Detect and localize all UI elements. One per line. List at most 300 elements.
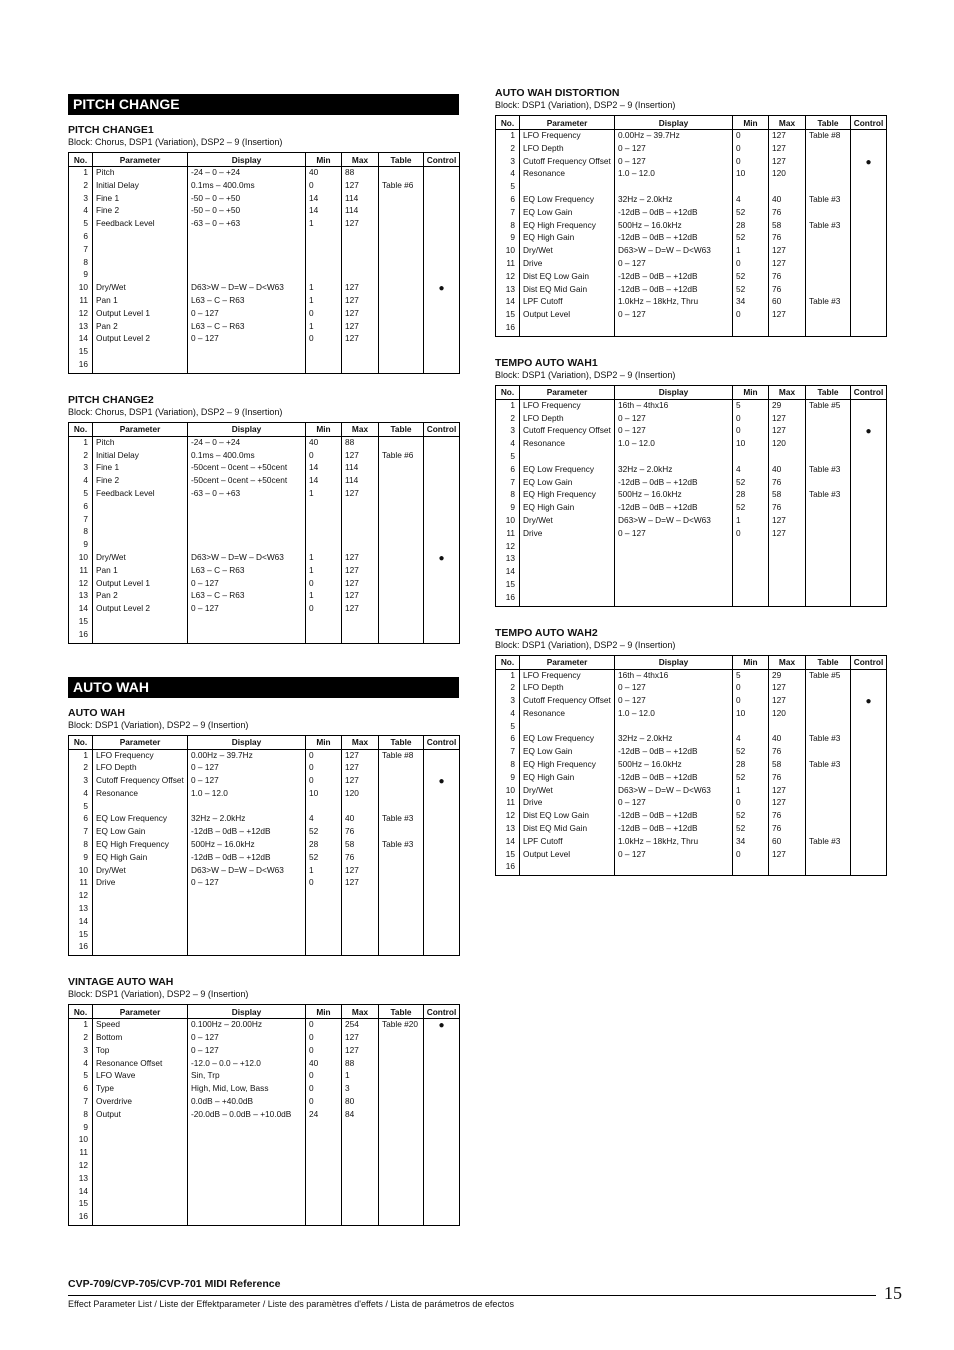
cell-parameter: Feedback Level [93, 489, 188, 502]
cell-display: D63>W – D=W – D<W63 [188, 553, 306, 566]
table-header [69, 1005, 460, 1019]
cell-parameter: Pan 1 [93, 566, 188, 579]
cell-control [424, 579, 460, 592]
cell-max: 127 [769, 850, 806, 863]
cell-control [851, 567, 887, 580]
cell-display [615, 542, 733, 555]
cell-display [188, 232, 306, 245]
cell-min: 0 [733, 310, 769, 323]
cell-max: 127 [342, 451, 379, 464]
cell-table [379, 566, 424, 579]
cell-control [424, 942, 460, 955]
cell-min [306, 527, 342, 540]
cell-display [188, 502, 306, 515]
cell-max: 76 [769, 478, 806, 491]
parameter-table [68, 422, 460, 644]
cell-min: 24 [306, 1110, 342, 1123]
cell-parameter [520, 452, 615, 465]
cell-no: 9 [69, 270, 93, 283]
cell-min: 0 [306, 763, 342, 776]
cell-control [851, 297, 887, 310]
cell-max: 58 [342, 840, 379, 853]
cell-min: 0 [733, 798, 769, 811]
table-body [69, 1019, 460, 1226]
cell-min: 10 [733, 169, 769, 182]
table-row [496, 529, 887, 542]
cell-min: 14 [306, 476, 342, 489]
cell-table [379, 463, 424, 476]
cell-table [379, 1212, 424, 1225]
cell-control [424, 232, 460, 245]
cell-no: 5 [69, 219, 93, 232]
table-row [69, 840, 460, 853]
cell-parameter [520, 722, 615, 735]
cell-table [379, 866, 424, 879]
table-row [496, 747, 887, 760]
col-parameter-header: Parameter [520, 385, 615, 399]
cell-display: 1.0kHz – 18kHz, Thru [615, 837, 733, 850]
effect-block [495, 357, 886, 607]
cell-display: 0 – 127 [188, 1033, 306, 1046]
cell-table [806, 580, 851, 593]
cell-control [851, 862, 887, 875]
cell-control [851, 195, 887, 208]
cell-table [379, 827, 424, 840]
cell-display [615, 323, 733, 336]
cell-parameter: Initial Delay [93, 181, 188, 194]
table-row [69, 360, 460, 373]
col-control-header: Control [424, 153, 460, 167]
table-header [69, 153, 460, 167]
cell-table [806, 272, 851, 285]
cell-table [379, 617, 424, 630]
cell-control [424, 749, 460, 763]
cell-max: 127 [342, 283, 379, 296]
cell-control [851, 478, 887, 491]
cell-no: 12 [69, 579, 93, 592]
cell-no: 2 [496, 144, 520, 157]
cell-max: 114 [342, 476, 379, 489]
cell-parameter [93, 360, 188, 373]
cell-control [851, 747, 887, 760]
cell-display: 0 – 127 [188, 334, 306, 347]
cell-parameter [93, 270, 188, 283]
cell-table [806, 414, 851, 427]
cell-control [851, 272, 887, 285]
table-row [69, 566, 460, 579]
cell-no: 12 [69, 891, 93, 904]
cell-max: 127 [769, 798, 806, 811]
cell-display [615, 593, 733, 606]
table-row [496, 414, 887, 427]
col-control-header: Control [424, 1005, 460, 1019]
cell-no: 10 [69, 553, 93, 566]
cell-no: 15 [496, 580, 520, 593]
cell-max: 127 [769, 414, 806, 427]
table-row [496, 285, 887, 298]
cell-max: 40 [769, 734, 806, 747]
table-row [69, 309, 460, 322]
cell-table [806, 259, 851, 272]
cell-parameter [93, 347, 188, 360]
table-row [496, 824, 887, 837]
cell-table: Table #3 [379, 840, 424, 853]
block-title: AUTO WAH DISTORTION [495, 87, 620, 99]
cell-display: D63>W – D=W – D<W63 [615, 786, 733, 799]
cell-display: 0 – 127 [188, 763, 306, 776]
cell-table [379, 347, 424, 360]
cell-control [851, 773, 887, 786]
cell-control [424, 515, 460, 528]
cell-display: -63 – 0 – +63 [188, 219, 306, 232]
cell-parameter: Cutoff Frequency Offset [520, 157, 615, 170]
section-header: AUTO WAH [68, 677, 459, 698]
col-table-header: Table [806, 655, 851, 669]
cell-display [188, 1161, 306, 1174]
cell-parameter: Dist EQ Low Gain [520, 272, 615, 285]
cell-display [615, 722, 733, 735]
cell-control [851, 221, 887, 234]
cell-control [424, 1135, 460, 1148]
cell-no: 13 [69, 1174, 93, 1187]
col-parameter-header: Parameter [93, 153, 188, 167]
cell-table [379, 334, 424, 347]
cell-max: 76 [769, 503, 806, 516]
cell-table: Table #5 [806, 399, 851, 413]
cell-no: 7 [69, 245, 93, 258]
col-table-header: Table [379, 153, 424, 167]
cell-no: 16 [69, 942, 93, 955]
cell-display: -12dB – 0dB – +12dB [188, 853, 306, 866]
cell-parameter: LFO Depth [520, 683, 615, 696]
cell-min: 0 [306, 1046, 342, 1059]
cell-min: 10 [733, 439, 769, 452]
cell-control [851, 130, 887, 144]
table-row [496, 195, 887, 208]
cell-min [306, 917, 342, 930]
cell-parameter: Output [93, 1110, 188, 1123]
table-row [69, 1187, 460, 1200]
cell-max: 120 [769, 709, 806, 722]
cell-min [306, 802, 342, 815]
cell-min: 52 [733, 773, 769, 786]
table-row [69, 776, 460, 789]
cell-table [806, 478, 851, 491]
block-subtitle: Block: DSP1 (Variation), DSP2 – 9 (Insertion) [495, 369, 676, 380]
cell-table [379, 436, 424, 450]
cell-no: 10 [496, 246, 520, 259]
cell-no: 1 [496, 130, 520, 144]
cell-min: 0 [733, 414, 769, 427]
cell-control [851, 669, 887, 683]
cell-parameter: LPF Cutoff [520, 297, 615, 310]
table-row [69, 1019, 460, 1033]
cell-table [806, 683, 851, 696]
cell-min: 1 [306, 553, 342, 566]
table-row [496, 297, 887, 310]
cell-min: 0 [306, 604, 342, 617]
cell-table [379, 630, 424, 643]
cell-max [342, 942, 379, 955]
cell-parameter: Fine 2 [93, 476, 188, 489]
table-row [69, 617, 460, 630]
col-display-header: Display [615, 116, 733, 130]
cell-parameter [93, 1187, 188, 1200]
cell-min [306, 630, 342, 643]
table-row [69, 1033, 460, 1046]
cell-min: 0 [306, 309, 342, 322]
table-row [496, 233, 887, 246]
table-row [496, 439, 887, 452]
cell-display: 0 – 127 [188, 878, 306, 891]
cell-display: 500Hz – 16.0kHz [615, 490, 733, 503]
header-row [496, 385, 887, 399]
cell-no: 14 [69, 1187, 93, 1200]
table-row [496, 130, 887, 144]
cell-no: 7 [69, 1097, 93, 1110]
table-row [496, 760, 887, 773]
cell-parameter: Cutoff Frequency Offset [520, 696, 615, 709]
cell-display: 0 – 127 [188, 776, 306, 789]
cell-table [806, 503, 851, 516]
cell-min: 1 [733, 786, 769, 799]
cell-display [188, 360, 306, 373]
block-subtitle: Block: Chorus, DSP1 (Variation), DSP2 – 9 (Insertion) [68, 406, 283, 417]
cell-parameter: Output Level 2 [93, 604, 188, 617]
cell-parameter [93, 930, 188, 943]
table-row [69, 1174, 460, 1187]
cell-table [379, 1084, 424, 1097]
table-header [496, 655, 887, 669]
cell-min: 40 [306, 167, 342, 181]
col-display-header: Display [188, 422, 306, 436]
cell-parameter [93, 515, 188, 528]
table-row [69, 749, 460, 763]
col-max-header: Max [769, 116, 806, 130]
table-row [496, 811, 887, 824]
cell-max [769, 862, 806, 875]
table-row [69, 942, 460, 955]
cell-control [424, 840, 460, 853]
cell-max: 127 [342, 219, 379, 232]
cell-display: 32Hz – 2.0kHz [188, 814, 306, 827]
table-row [69, 451, 460, 464]
cell-max [769, 722, 806, 735]
cell-display [188, 1135, 306, 1148]
cell-control [851, 798, 887, 811]
header-row [69, 422, 460, 436]
table-row [496, 683, 887, 696]
cell-max: 40 [769, 465, 806, 478]
cell-parameter: EQ Low Gain [520, 478, 615, 491]
cell-display: -12.0 – 0.0 – +12.0 [188, 1059, 306, 1072]
cell-min: 5 [733, 669, 769, 683]
cell-min: 52 [306, 827, 342, 840]
cell-display: 0.1ms – 400.0ms [188, 181, 306, 194]
cell-display: 0 – 127 [188, 1046, 306, 1059]
cell-min: 52 [733, 747, 769, 760]
cell-table [379, 219, 424, 232]
cell-min [306, 540, 342, 553]
cell-control [424, 1148, 460, 1161]
cell-parameter [93, 1199, 188, 1212]
cell-max [769, 554, 806, 567]
table-row [496, 798, 887, 811]
header-row [69, 153, 460, 167]
cell-max [342, 1212, 379, 1225]
table-row [496, 259, 887, 272]
cell-parameter: EQ Low Frequency [93, 814, 188, 827]
cell-max: 76 [342, 827, 379, 840]
cell-display: 0 – 127 [615, 414, 733, 427]
cell-table [806, 426, 851, 439]
cell-display [188, 540, 306, 553]
cell-max [769, 452, 806, 465]
cell-max: 114 [342, 206, 379, 219]
cell-table [806, 144, 851, 157]
cell-max: 40 [342, 814, 379, 827]
cell-max [342, 630, 379, 643]
cell-table [379, 1033, 424, 1046]
cell-min [306, 1187, 342, 1200]
cell-min [733, 182, 769, 195]
cell-no: 6 [496, 465, 520, 478]
cell-display: 1.0 – 12.0 [615, 439, 733, 452]
cell-display: 0 – 127 [188, 579, 306, 592]
cell-parameter: Resonance Offset [93, 1059, 188, 1072]
cell-control [424, 540, 460, 553]
cell-display: 0 – 127 [615, 259, 733, 272]
cell-max: 58 [769, 760, 806, 773]
cell-no: 14 [496, 837, 520, 850]
table-row [496, 246, 887, 259]
col-parameter-header: Parameter [520, 116, 615, 130]
cell-min: 0 [306, 334, 342, 347]
cell-table [379, 1071, 424, 1084]
cell-control [424, 878, 460, 891]
cell-max: 127 [769, 696, 806, 709]
cell-table: Table #3 [806, 465, 851, 478]
cell-table [379, 309, 424, 322]
cell-no: 13 [496, 554, 520, 567]
cell-min [733, 580, 769, 593]
cell-control [851, 399, 887, 413]
cell-table [806, 850, 851, 863]
cell-no: 5 [69, 802, 93, 815]
table-row [496, 452, 887, 465]
cell-max: 127 [342, 181, 379, 194]
cell-table [379, 878, 424, 891]
cell-parameter: Dry/Wet [520, 516, 615, 529]
col-table-header: Table [379, 735, 424, 749]
table-row [496, 593, 887, 606]
cell-control [424, 802, 460, 815]
cell-display [188, 245, 306, 258]
cell-parameter: EQ Low Gain [93, 827, 188, 840]
cell-no: 13 [496, 285, 520, 298]
cell-max [342, 270, 379, 283]
cell-control [851, 580, 887, 593]
cell-table [379, 167, 424, 181]
cell-parameter [93, 540, 188, 553]
cell-table [806, 709, 851, 722]
cell-display: L63 – C – R63 [188, 322, 306, 335]
table-row [69, 917, 460, 930]
cell-max: 29 [769, 399, 806, 413]
table-row [69, 1148, 460, 1161]
section-header: PITCH CHANGE [68, 94, 459, 115]
cell-display: 0 – 127 [615, 798, 733, 811]
cell-min: 1 [306, 322, 342, 335]
cell-no: 5 [496, 452, 520, 465]
col-no-header: No. [69, 422, 93, 436]
cell-control [851, 246, 887, 259]
cell-max [342, 527, 379, 540]
cell-parameter [93, 1148, 188, 1161]
cell-parameter: LFO Frequency [520, 130, 615, 144]
cell-max: 254 [342, 1019, 379, 1033]
cell-display: 500Hz – 16.0kHz [188, 840, 306, 853]
cell-max: 127 [342, 776, 379, 789]
cell-min: 34 [733, 837, 769, 850]
footer-title: CVP-709/CVP-705/CVP-701 MIDI Reference [68, 1278, 281, 1290]
table-row [69, 489, 460, 502]
cell-control [424, 904, 460, 917]
cell-parameter: Top [93, 1046, 188, 1059]
cell-table [379, 1123, 424, 1136]
page-number: 15 [884, 1283, 902, 1303]
cell-control [851, 850, 887, 863]
cell-no: 1 [496, 669, 520, 683]
cell-display [188, 515, 306, 528]
col-max-header: Max [342, 153, 379, 167]
cell-control [424, 1071, 460, 1084]
cell-max [342, 347, 379, 360]
cell-control [424, 1161, 460, 1174]
cell-no: 13 [69, 591, 93, 604]
table-row [496, 696, 887, 709]
table-row [496, 272, 887, 285]
table-row [69, 827, 460, 840]
cell-no: 4 [496, 439, 520, 452]
table-row [496, 144, 887, 157]
table-row [69, 219, 460, 232]
cell-max: 127 [342, 763, 379, 776]
table-row [69, 891, 460, 904]
cell-min [306, 1199, 342, 1212]
cell-display [615, 862, 733, 875]
cell-table [806, 182, 851, 195]
cell-no: 13 [69, 322, 93, 335]
cell-display: 1.0 – 12.0 [615, 169, 733, 182]
parameter-table [68, 1004, 460, 1226]
cell-max: 84 [342, 1110, 379, 1123]
table-row [69, 1123, 460, 1136]
cell-control [424, 309, 460, 322]
cell-parameter: LFO Frequency [520, 669, 615, 683]
cell-table: Table #6 [379, 181, 424, 194]
cell-max [769, 593, 806, 606]
cell-parameter: LFO Wave [93, 1071, 188, 1084]
cell-parameter: Output Level 2 [93, 334, 188, 347]
cell-no: 8 [496, 760, 520, 773]
cell-display: 0 – 127 [188, 309, 306, 322]
cell-parameter [93, 245, 188, 258]
cell-table [379, 502, 424, 515]
cell-min [733, 567, 769, 580]
cell-control [424, 1033, 460, 1046]
cell-control [851, 439, 887, 452]
